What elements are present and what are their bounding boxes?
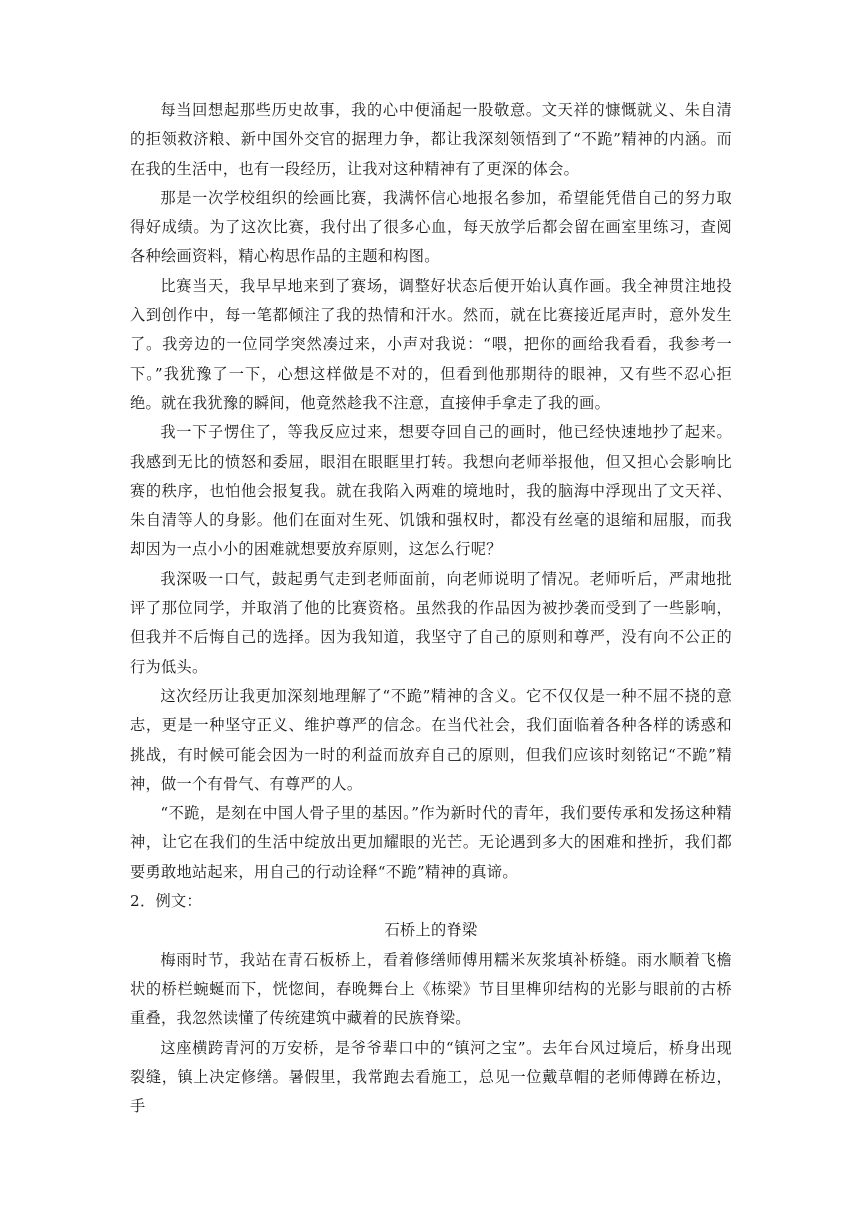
section-label: 2．例文： — [130, 892, 202, 911]
essay-paragraph-2: 这座横跨青河的万安桥，是爷爷辈口中的“镇河之宝”。去年台风过境后，桥身出现裂缝，镇上决定修缮。暑假里，我常跑去看施工，总见一位戴草帽的老师傅蹲在桥边，手 — [130, 1038, 732, 1116]
paragraph-4: 我一下子愣住了，等我反应过来，想要夺回自己的画时，他已经快速地抄了起来。我感到无比的愤怒和委屈，眼泪在眼眶里打转。我想向老师举报他，但又担心会影响比赛的秩序，也怕他会报复我。就在我陷入两难的境地时，我的脑海中浮现出了文天祥、朱自清等人的身影。他们在面对生死、饥饿和强权时，都没有丝毫的退缩和屈服，而我却因为一点小小的困难就想要放弃原则，这怎么行呢？ — [130, 423, 732, 559]
paragraph-3: 比赛当天，我早早地来到了赛场，调整好状态后便开始认真作画。我全神贯注地投入到创作中，每一笔都倾注了我的热情和汗水。然而，就在比赛接近尾声时，意外发生了。我旁边的一位同学突然凑过来，小声对我说：“喂，把你的画给我看看，我参考一下。”我犹豫了一下，心想这样做是不对的，但看到他那期待的眼神，又有些不忍心拒绝。就在我犹豫的瞬间，他竟然趁我不注意，直接伸手拿走了我的画。 — [130, 276, 732, 412]
document-page — [130, 96, 732, 1121]
essay-paragraph-1: 梅雨时节，我站在青石板桥上，看着修缮师傅用糯米灰浆填补桥缝。雨水顺着飞檐状的桥栏蜿蜒而下，恍惚间，春晚舞台上《栋梁》节目里榫卯结构的光影与眼前的古桥重叠，我忽然读懂了传统建筑中藏着的民族脊梁。 — [130, 950, 732, 1028]
paragraph-5: 我深吸一口气，鼓起勇气走到老师面前，向老师说明了情况。老师听后，严肃地批评了那位同学，并取消了他的比赛资格。虽然我的作品因为被抄袭而受到了一些影响，但我并不后悔自己的选择。因为我知道，我坚守了自己的原则和尊严，没有向不公正的行为低头。 — [130, 569, 732, 676]
paragraph-7: “不跪，是刻在中国人骨子里的基因。”作为新时代的青年，我们要传承和发扬这种精神，让它在我们的生活中绽放出更加耀眼的光芒。无论遇到多大的困难和挫折，我们都要勇敢地站起来，用自己的行动诠释“不跪”精神的真谛。 — [130, 804, 732, 881]
paragraph-6: 这次经历让我更加深刻地理解了“不跪”精神的含义。它不仅仅是一种不屈不挠的意志，更是一种坚守正义、维护尊严的信念。在当代社会，我们面临着各种各样的诱惑和挑战，有时候可能会因为一时的利益而放弃自己的原则，但我们应该时刻铭记“不跪”精神，做一个有骨气、有尊严的人。 — [130, 686, 732, 793]
paragraph-2: 那是一次学校组织的绘画比赛，我满怀信心地报名参加，希望能凭借自己的努力取得好成绩。为了这次比赛，我付出了很多心血，每天放学后都会留在画室里练习，查阅各种绘画资料，精心构思作品的主题和构图。 — [130, 188, 732, 266]
paragraph-1: 每当回想起那些历史故事，我的心中便涌起一股敬意。文天祥的慷慨就义、朱自清的拒领救济粮、新中国外交官的据理力争，都让我深刻领悟到了“不跪”精神的内涵。而在我的生活中，也有一段经历，让我对这种精神有了更深的体会。 — [130, 101, 732, 178]
essay-title: 石桥上的脊梁 — [384, 921, 478, 940]
